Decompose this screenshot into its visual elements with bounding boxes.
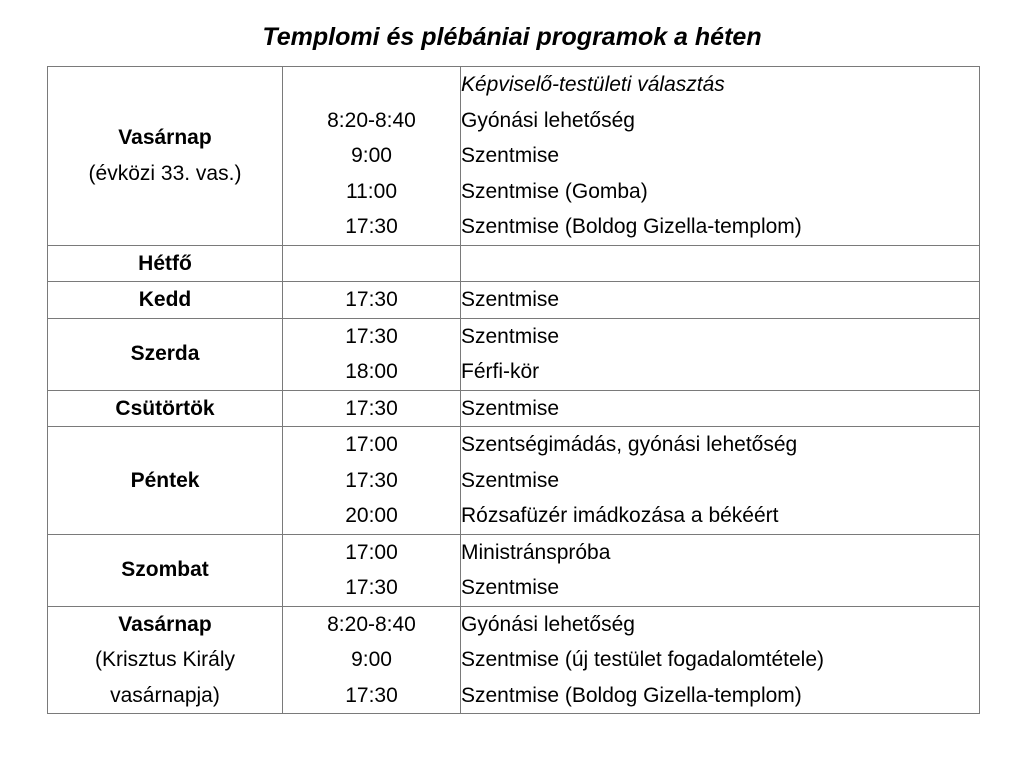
time-cell: [283, 427, 461, 535]
time-cell: [283, 282, 461, 319]
day-cell: [48, 390, 283, 427]
day-name: Péntek: [130, 468, 200, 492]
event-label: Rózsafüzér imádkozása a békéért: [461, 504, 779, 527]
day-row: [48, 606, 980, 714]
time-cell: [283, 67, 461, 246]
day-name: Vasárnap: [118, 126, 212, 150]
day-name: Csütörtök: [115, 396, 215, 420]
time-cell: [283, 318, 461, 390]
time-label: 17:30: [345, 215, 398, 238]
event-label: Gyónási lehetőség: [461, 612, 635, 636]
event-cell: [461, 427, 980, 535]
event-label: Szentmise (Gomba): [461, 179, 648, 203]
time-label: 17:00: [345, 540, 398, 564]
event-cell: [461, 67, 980, 246]
event-label: Szentmise (Boldog Gizella-templom): [461, 215, 802, 238]
event-label: [461, 246, 979, 282]
day-cell: [48, 606, 283, 714]
day-cell: [48, 534, 283, 606]
time-label: 17:00: [345, 433, 398, 456]
event-label: Szentmise (új testület fogadalomtétele): [461, 648, 825, 671]
schedule-table: [47, 66, 980, 714]
event-label: Szentmise (Boldog Gizella-templom): [461, 683, 802, 707]
time-label: 17:30: [345, 576, 398, 599]
event-label: Gyónási lehetőség: [461, 108, 635, 132]
time-label: [283, 67, 460, 103]
time-label: 17:30: [345, 468, 398, 492]
event-label: Szentmise: [461, 324, 560, 348]
day-name: Hétfő: [138, 251, 192, 275]
day-row: [48, 534, 980, 606]
event-label: Szentmise: [461, 468, 560, 492]
time-label: 9:00: [351, 144, 392, 167]
time-label: 17:30: [345, 683, 398, 707]
day-cell: [48, 245, 283, 282]
event-label: Szentmise: [461, 288, 560, 311]
event-label: Ministránspróba: [461, 540, 611, 564]
event-cell: [461, 318, 980, 390]
time-label: [283, 246, 460, 282]
time-label: 20:00: [345, 504, 398, 527]
time-label: 8:20-8:40: [327, 612, 416, 636]
day-cell: [48, 67, 283, 246]
time-label: 9:00: [351, 648, 392, 671]
day-name: Szerda: [130, 342, 200, 366]
time-label: 17:30: [345, 324, 398, 348]
event-cell: [461, 534, 980, 606]
time-label: 18:00: [345, 360, 398, 383]
time-cell: [283, 245, 461, 282]
time-cell: [283, 390, 461, 427]
day-row: [48, 427, 980, 535]
time-label: 17:30: [345, 396, 398, 420]
event-cell: [461, 390, 980, 427]
event-label: Férfi-kör: [461, 360, 540, 383]
day-row: [48, 67, 980, 246]
day-name: Kedd: [138, 288, 192, 311]
day-row: [48, 318, 980, 390]
event-cell: [461, 606, 980, 714]
day-cell: [48, 427, 283, 535]
page-title: Templomi és plébániai programok a héten: [262, 23, 762, 51]
day-row: [48, 245, 980, 282]
event-label: Szentmise: [461, 576, 560, 599]
day-row: [48, 390, 980, 427]
day-subtitle: (Krisztus Király: [94, 648, 236, 671]
day-name: Vasárnap: [118, 612, 212, 636]
schedule-body: [48, 67, 980, 714]
event-label: Szentmise: [461, 396, 560, 420]
time-cell: [283, 534, 461, 606]
day-subtitle: (évközi 33. vas.): [88, 161, 242, 185]
event-label: Szentségimádás, gyónási lehetőség: [461, 433, 798, 456]
time-label: 11:00: [346, 179, 397, 203]
day-row: [48, 282, 980, 319]
event-label: Képviselő-testületi választás: [461, 73, 725, 96]
day-name: Szombat: [121, 558, 209, 582]
time-label: 17:30: [345, 288, 398, 311]
day-cell: [48, 282, 283, 319]
day-subtitle: vasárnapja): [110, 683, 220, 707]
day-cell: [48, 318, 283, 390]
time-label: 8:20-8:40: [327, 108, 416, 132]
time-cell: [283, 606, 461, 714]
event-cell: [461, 282, 980, 319]
event-cell: [461, 245, 980, 282]
event-label: Szentmise: [461, 144, 560, 167]
